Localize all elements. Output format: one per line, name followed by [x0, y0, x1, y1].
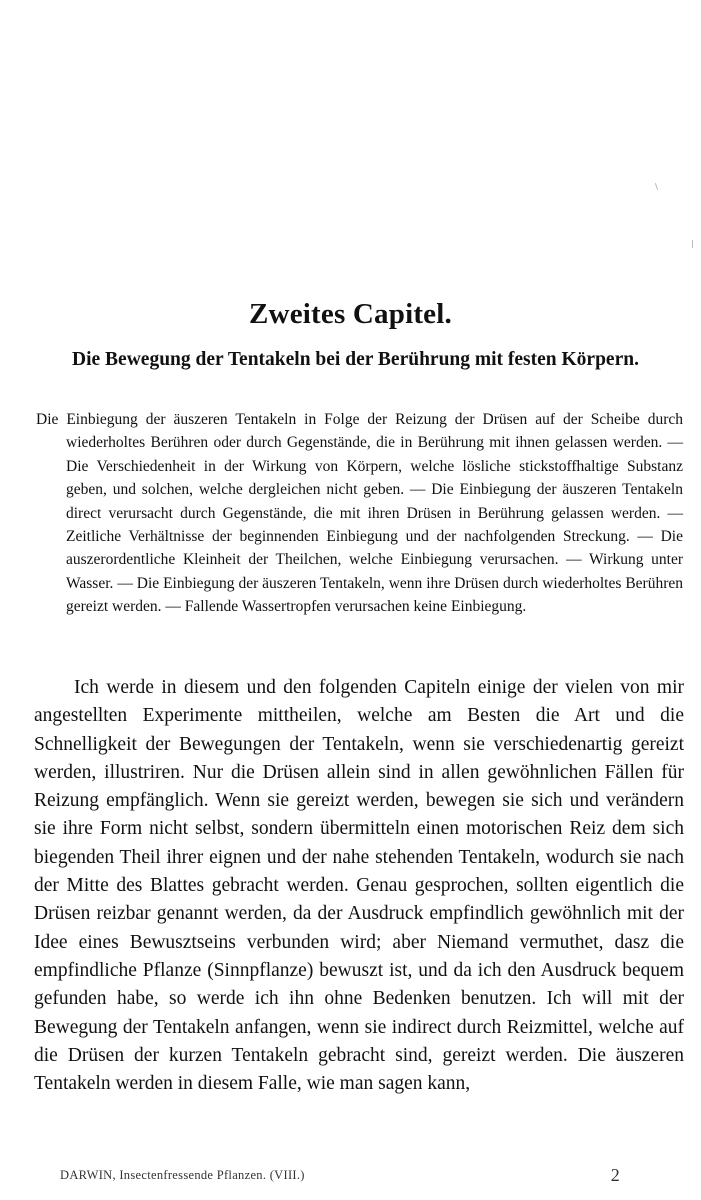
page-number: 2: [610, 1165, 620, 1185]
chapter-subtitle: Die Bewegung der Tentakeln bei der Berührung mit festen Körpern.: [72, 349, 639, 370]
scan-speck: [655, 183, 658, 190]
scan-speck: [692, 240, 693, 248]
chapter-summary: Die Einbiegung der äuszeren Tentakeln in Folge der Reizung der Drüsen auf der Scheibe durch wiederholtes Berühren oder durch Gegenstände, die in Berührung mit ihnen gelassen werden. — Die Verschiedenheit in der Wirkung von Körpern, welche lösliche stickstoffhaltige Substanz geben, und solchen, welche dergleichen nicht geben. — Die Einbiegung der äuszeren Tentakeln direct verursacht durch Gegenstände, die mit ihren Drüsen in Berührung gelassen werden. — Zeitliche Verhältnisse der beginnenden Einbiegung und der nachfolgenden Streckung. — Die auszerordentliche Kleinheit der Theilchen, welche Einbiegung verursachen. — Wirkung unter Wasser. — Die Einbiegung der äuszeren Tentakeln, wenn ihre Drüsen durch wiederholtes Berühren gereizt werden. — Fallende Wassertropfen verursachen keine Einbiegung.: [36, 411, 683, 616]
body-paragraph: Ich werde in diesem und den folgenden Capiteln einige der vielen von mir angestellten Experimente mittheilen, welche am Besten die Art und die Schnelligkeit der Bewegungen der Tentakeln, wenn sie verschiedenartig gereizt werden, illustriren. Nur die Drüsen allein sind in allen gewöhnlichen Fällen für Reizung empfänglich. Wenn sie gereizt werden, bewegen sie sich und verändern sie ihre Form nicht selbst, sondern übermitteln einen motorischen Reiz dem sich biegenden Theil ihrer eignen und der nahe stehenden Tentakeln, wodurch sie nach der Mitte des Blattes gebracht werden. Genau gesprochen, sollten eigentlich die Drüsen reizbar genannt werden, da der Ausdruck empfindlich gewöhnlich mit der Idee eines Bewusztseins verbunden wird; aber Niemand vermuthet, dasz die empfindliche Pflanze (Sinnpflanze) bewuszt ist, und da ich den Ausdruck bequem gefunden habe, so werde ich ihn ohne Bedenken benutzen. Ich will mit der Bewegung der Tentakeln anfangen, wenn sie indirect durch Reizmittel, welche auf die Drüsen der kurzen Tentakeln gebracht sind, gereizt werden. Die äuszeren Tentakeln werden in diesem Falle, wie man sagen kann,: [34, 677, 684, 1095]
page-footer: [60, 1165, 620, 1185]
chapter-title: Zweites Capitel.: [249, 298, 452, 330]
running-title: DARWIN, Insectenfressende Pflanzen. (VIII.): [60, 1168, 305, 1182]
